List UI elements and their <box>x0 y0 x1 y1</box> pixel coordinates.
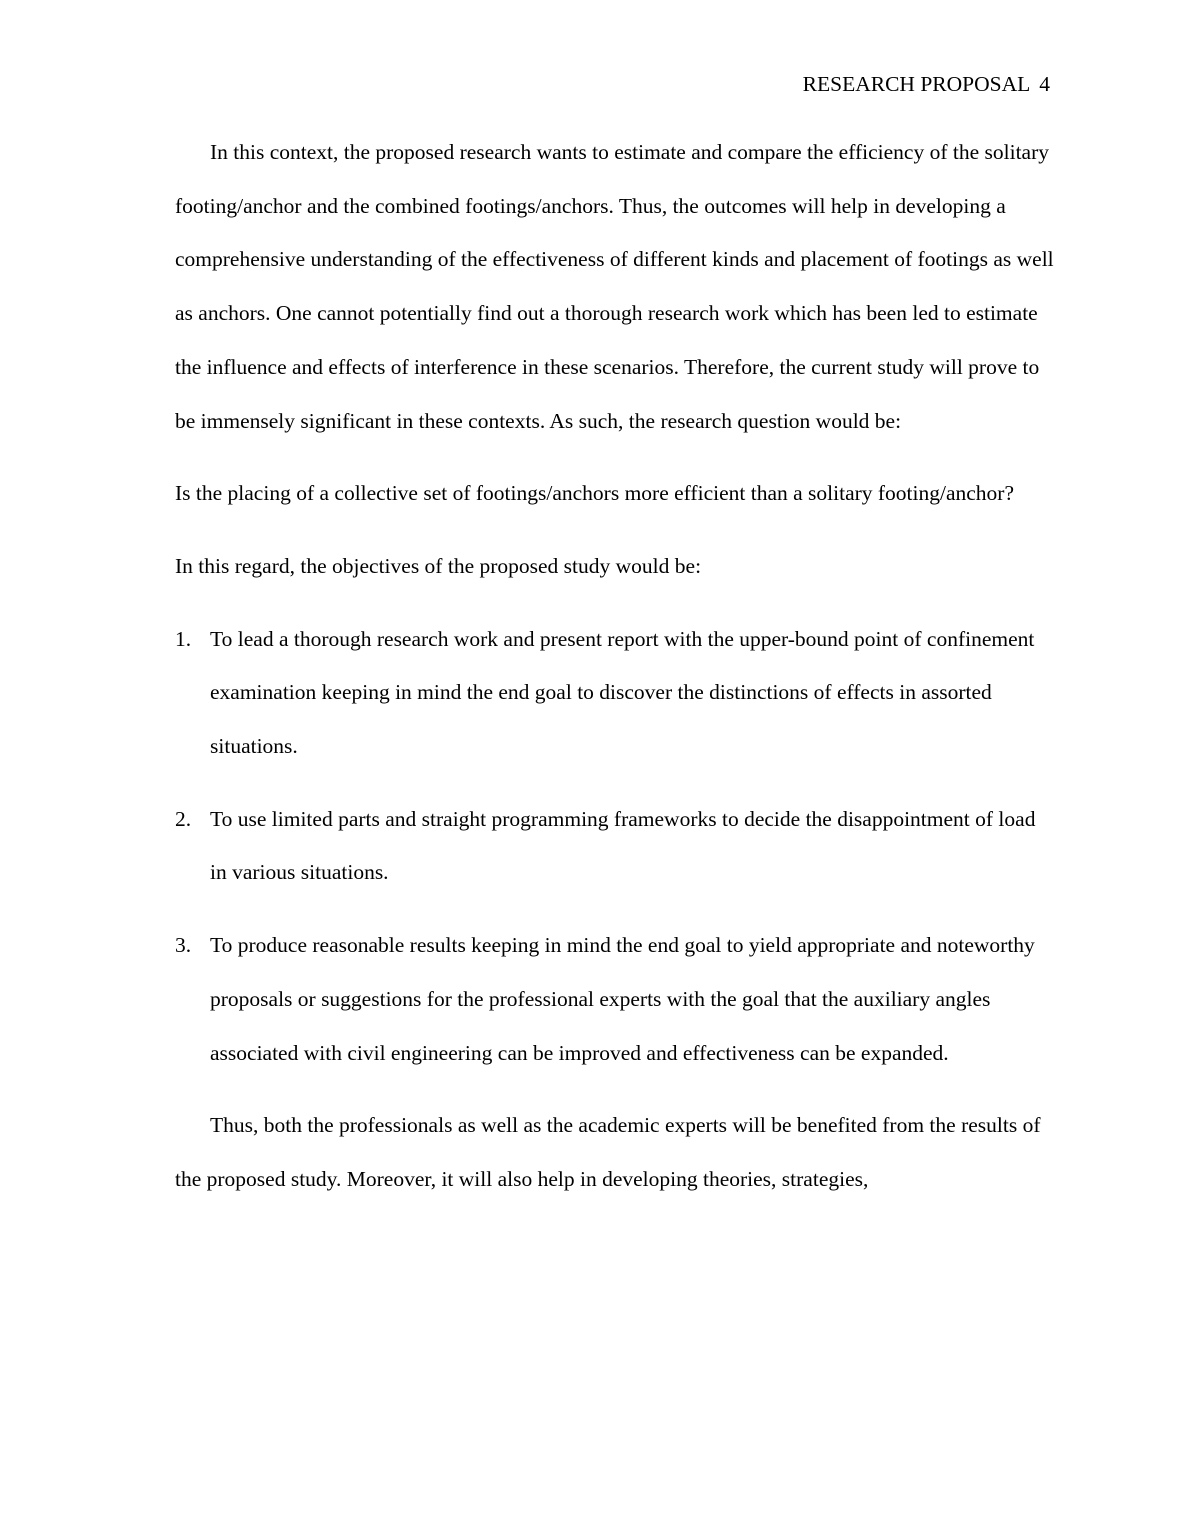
objective-text: To produce reasonable results keeping in mind the end goal to yield appropriate and noteworthy proposals or suggestions for the professional experts with the goal that the auxiliary angles associated with civil engineering can be improved and effectiveness can be expanded. <box>210 933 1035 1065</box>
objective-number: 3. <box>175 933 192 958</box>
page-number: 4 <box>1039 72 1050 96</box>
objective-number: 1. <box>175 626 192 651</box>
objective-number: 2. <box>175 806 192 831</box>
context-paragraph: In this context, the proposed research wants to estimate and compare the efficiency of the solitary footing/anchor and the combined footings/anchors. Thus, the outcomes will help in developing a comprehensive understanding of the effectiveness of different kinds and placement of footings as well as anchors. One cannot potentially find out a thorough research work which has been led to estimate the influence and effects of interference in these scenarios. Therefore, the current study will prove to be immensely significant in these contexts. As such, the research question would be: <box>175 140 1054 433</box>
running-header <box>803 70 1050 98</box>
objectives-list <box>175 613 1055 1081</box>
closing-paragraph: Thus, both the professionals as well as the academic experts will be benefited from the results of the proposed study. Moreover, it will also help in developing theories, strategies, <box>175 1113 1041 1191</box>
research-question: Is the placing of a collective set of footings/anchors more efficient than a solitary footing/anchor? <box>175 481 1015 506</box>
objective-item <box>175 613 1055 774</box>
objective-text: To use limited parts and straight programming frameworks to decide the disappointment of load in various situations. <box>210 806 1036 885</box>
objective-item <box>175 919 1055 1080</box>
document-body <box>175 126 1055 1207</box>
running-head-title: RESEARCH PROPOSAL <box>802 72 1031 96</box>
objective-text: To lead a thorough research work and present report with the upper-bound point of confinement examination keeping in mind the end goal to discover the distinctions of effects in assorted situations. <box>210 626 1035 759</box>
objective-item <box>175 793 1055 900</box>
objectives-intro: In this regard, the objectives of the proposed study would be: <box>175 553 702 578</box>
